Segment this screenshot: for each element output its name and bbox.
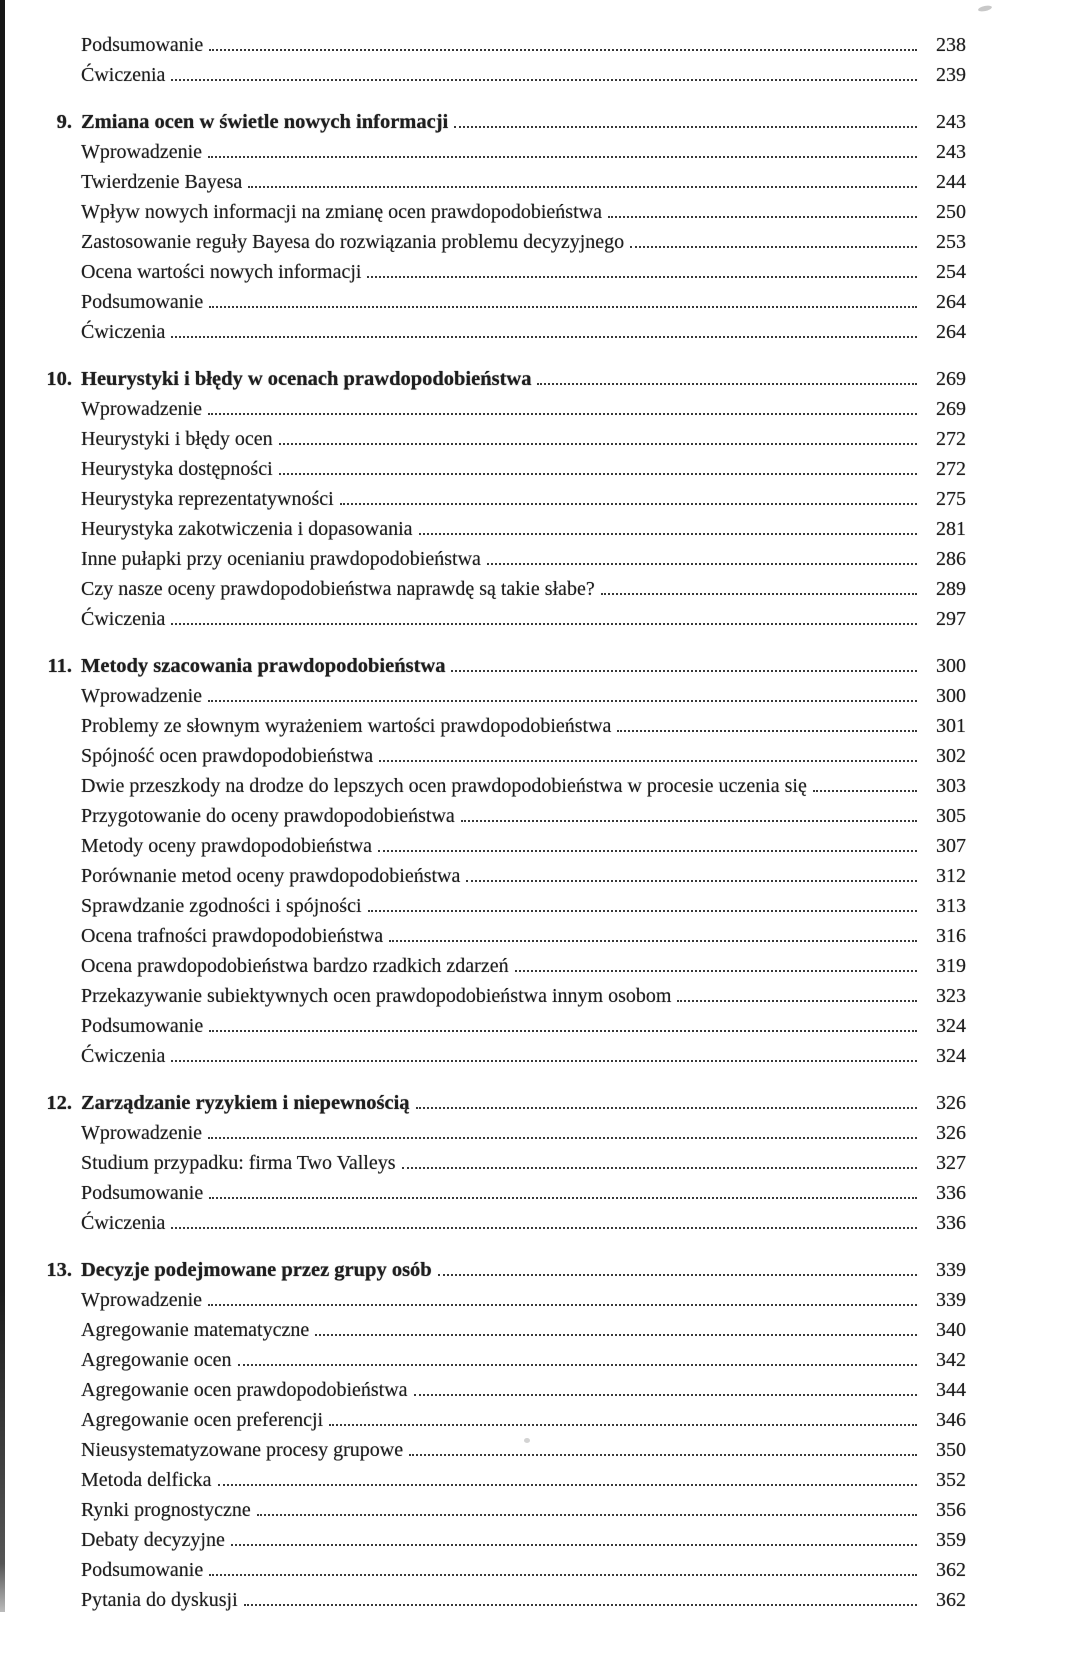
- entry-title: Heurystyka dostępności: [81, 458, 273, 480]
- entry-title: Zmiana ocen w świetle nowych informacji: [81, 111, 449, 133]
- dot-leader: [461, 816, 917, 822]
- chapter-number: 11.: [47, 655, 72, 677]
- entry-page: 244: [936, 171, 966, 193]
- entry-page: 305: [936, 805, 966, 827]
- toc-entry: [30, 891, 966, 921]
- dot-leader: [279, 439, 917, 445]
- toc-entry: [30, 861, 966, 891]
- toc-entry: [30, 1495, 966, 1525]
- toc-entry: [30, 651, 966, 681]
- entry-title: Czy nasze oceny prawdopodobieństwa naprawdę są takie słabe?: [81, 578, 595, 600]
- entry-page: 344: [936, 1379, 966, 1401]
- entry-title: Podsumowanie: [81, 291, 204, 313]
- toc-entry: [30, 1041, 966, 1071]
- dot-leader: [209, 1026, 917, 1032]
- entry-title: Agregowanie ocen: [81, 1349, 232, 1371]
- toc-entry: [30, 951, 966, 981]
- dot-leader: [402, 1163, 918, 1169]
- dot-leader: [238, 1360, 918, 1366]
- entry-title: Przygotowanie do oceny prawdopodobieństwa: [81, 805, 455, 827]
- dot-leader: [416, 1103, 917, 1109]
- entry-page: 327: [936, 1152, 966, 1174]
- entry-title: Ćwiczenia: [81, 1045, 166, 1067]
- toc-entry: [30, 1285, 966, 1315]
- dot-leader: [414, 1390, 917, 1396]
- entry-page: 336: [936, 1182, 966, 1204]
- entry-page: 339: [936, 1289, 966, 1311]
- entry-title: Ćwiczenia: [81, 64, 166, 86]
- dot-leader: [630, 242, 917, 248]
- entry-page: 269: [936, 368, 966, 390]
- dot-leader: [466, 876, 917, 882]
- toc-entry: [30, 981, 966, 1011]
- entry-page: 289: [936, 578, 966, 600]
- toc-entry: [30, 1178, 966, 1208]
- entry-title: Podsumowanie: [81, 1015, 204, 1037]
- entry-title: Zarządzanie ryzykiem i niepewnością: [81, 1092, 410, 1114]
- entry-page: 326: [936, 1092, 966, 1114]
- entry-title: Wprowadzenie: [81, 1289, 203, 1311]
- entry-page: 303: [936, 775, 966, 797]
- dot-leader: [279, 469, 917, 475]
- toc-entry: [30, 831, 966, 861]
- entry-title: Podsumowanie: [81, 1559, 204, 1581]
- entry-page: 254: [936, 261, 966, 283]
- toc-entry: [30, 30, 966, 60]
- entry-page: 319: [936, 955, 966, 977]
- entry-title: Inne pułapki przy ocenianiu prawdopodobieństwa: [81, 548, 481, 570]
- entry-page: 275: [936, 488, 966, 510]
- toc-entry: [30, 1375, 966, 1405]
- entry-title: Ćwiczenia: [81, 1212, 166, 1234]
- dot-leader: [231, 1540, 917, 1546]
- toc-entry: [30, 544, 966, 574]
- entry-page: 239: [936, 64, 966, 86]
- toc-entry: [30, 364, 966, 394]
- dot-leader: [677, 996, 917, 1002]
- scan-edge-artifact: [0, 0, 5, 1612]
- toc-entry: [30, 1011, 966, 1041]
- toc-entry: [30, 257, 966, 287]
- dot-leader: [379, 756, 917, 762]
- entry-page: 324: [936, 1045, 966, 1067]
- entry-title: Ocena trafności prawdopodobieństwa: [81, 925, 384, 947]
- dot-leader: [248, 182, 917, 188]
- toc-entry: [30, 711, 966, 741]
- toc-entry: [30, 107, 966, 137]
- entry-page: 264: [936, 291, 966, 313]
- toc-entry: [30, 1345, 966, 1375]
- entry-title: Nieusystematyzowane procesy grupowe: [81, 1439, 404, 1461]
- toc-entry: [30, 317, 966, 347]
- dot-leader: [515, 966, 917, 972]
- dot-leader: [209, 302, 917, 308]
- entry-page: 323: [936, 985, 966, 1007]
- toc-entry: [30, 1088, 966, 1118]
- entry-title: Studium przypadku: firma Two Valleys: [81, 1152, 396, 1174]
- entry-title: Twierdzenie Bayesa: [81, 171, 243, 193]
- entry-page: 281: [936, 518, 966, 540]
- toc-entry: [30, 1148, 966, 1178]
- entry-page: 346: [936, 1409, 966, 1431]
- dot-leader: [171, 332, 917, 338]
- toc-entry: [30, 1208, 966, 1238]
- dot-leader: [208, 696, 917, 702]
- toc-entry: [30, 1555, 966, 1585]
- entry-page: 272: [936, 428, 966, 450]
- dot-leader: [451, 666, 917, 672]
- entry-page: 312: [936, 865, 966, 887]
- dot-leader: [454, 122, 917, 128]
- entry-title: Podsumowanie: [81, 1182, 204, 1204]
- dot-leader: [209, 1193, 917, 1199]
- entry-page: 342: [936, 1349, 966, 1371]
- entry-page: 238: [936, 34, 966, 56]
- entry-title: Agregowanie ocen prawdopodobieństwa: [81, 1379, 408, 1401]
- dot-leader: [209, 1570, 917, 1576]
- entry-title: Heurystyka reprezentatywności: [81, 488, 334, 510]
- entry-title: Metoda delficka: [81, 1469, 212, 1491]
- entry-title: Pytania do dyskusji: [81, 1589, 238, 1611]
- entry-title: Problemy ze słownym wyrażeniem wartości prawdopodobieństwa: [81, 715, 612, 737]
- entry-page: 356: [936, 1499, 966, 1521]
- dot-leader: [208, 409, 917, 415]
- entry-page: 301: [936, 715, 966, 737]
- entry-title: Zastosowanie reguły Bayesa do rozwiązania problemu decyzyjnego: [81, 231, 625, 253]
- toc-entry: [30, 1118, 966, 1148]
- dot-leader: [340, 499, 917, 505]
- chapter-number: 12.: [46, 1092, 72, 1114]
- entry-page: 340: [936, 1319, 966, 1341]
- dot-leader: [617, 726, 917, 732]
- dot-leader: [438, 1270, 917, 1276]
- toc-entry: [30, 137, 966, 167]
- toc-entry: [30, 1465, 966, 1495]
- entry-page: 324: [936, 1015, 966, 1037]
- entry-title: Wprowadzenie: [81, 1122, 203, 1144]
- toc-entry: [30, 921, 966, 951]
- entry-title: Ćwiczenia: [81, 321, 166, 343]
- entry-page: 336: [936, 1212, 966, 1234]
- entry-title: Heurystyki i błędy w ocenach prawdopodobieństwa: [81, 368, 532, 390]
- toc-entry: [30, 1525, 966, 1555]
- toc-entry: [30, 771, 966, 801]
- dot-leader: [813, 786, 917, 792]
- entry-title: Rynki prognostyczne: [81, 1499, 251, 1521]
- toc-list: [30, 30, 966, 1615]
- dot-leader: [257, 1510, 917, 1516]
- toc-entry: [30, 1255, 966, 1285]
- entry-page: 339: [936, 1259, 966, 1281]
- entry-title: Sprawdzanie zgodności i spójności: [81, 895, 362, 917]
- entry-page: 362: [936, 1589, 966, 1611]
- entry-page: 264: [936, 321, 966, 343]
- entry-title: Porównanie metod oceny prawdopodobieństwa: [81, 865, 461, 887]
- dot-leader: [171, 619, 917, 625]
- scan-smudge: [978, 5, 993, 13]
- toc-entry: [30, 227, 966, 257]
- entry-page: 313: [936, 895, 966, 917]
- entry-page: 302: [936, 745, 966, 767]
- entry-title: Ocena prawdopodobieństwa bardzo rzadkich zdarzeń: [81, 955, 509, 977]
- chapter-number: 9.: [56, 111, 72, 133]
- toc-entry: [30, 60, 966, 90]
- entry-page: 359: [936, 1529, 966, 1551]
- entry-title: Spójność ocen prawdopodobieństwa: [81, 745, 374, 767]
- entry-title: Metody szacowania prawdopodobieństwa: [81, 655, 446, 677]
- entry-page: 243: [936, 111, 966, 133]
- entry-title: Wpływ nowych informacji na zmianę ocen prawdopodobieństwa: [81, 201, 602, 223]
- entry-title: Ćwiczenia: [81, 608, 166, 630]
- dot-leader: [315, 1330, 917, 1336]
- entry-title: Heurystyka zakotwiczenia i dopasowania: [81, 518, 413, 540]
- dot-leader: [537, 379, 917, 385]
- entry-page: 272: [936, 458, 966, 480]
- entry-page: 350: [936, 1439, 966, 1461]
- entry-page: 352: [936, 1469, 966, 1491]
- toc-entry: [30, 424, 966, 454]
- dot-leader: [608, 212, 917, 218]
- entry-page: 286: [936, 548, 966, 570]
- dot-leader: [389, 936, 917, 942]
- toc-entry: [30, 604, 966, 634]
- entry-title: Ocena wartości nowych informacji: [81, 261, 362, 283]
- dot-leader: [419, 529, 917, 535]
- toc-entry: [30, 1585, 966, 1615]
- entry-title: Wprowadzenie: [81, 685, 203, 707]
- entry-title: Przekazywanie subiektywnych ocen prawdopodobieństwa innym osobom: [81, 985, 672, 1007]
- toc-entry: [30, 454, 966, 484]
- chapter-number: 13.: [46, 1259, 72, 1281]
- dot-leader: [171, 1223, 917, 1229]
- entry-page: 297: [936, 608, 966, 630]
- entry-page: 326: [936, 1122, 966, 1144]
- dot-leader: [368, 906, 918, 912]
- entry-title: Podsumowanie: [81, 34, 204, 56]
- dot-leader: [171, 1056, 917, 1062]
- entry-page: 316: [936, 925, 966, 947]
- dot-leader: [244, 1600, 917, 1606]
- dot-leader: [208, 1300, 917, 1306]
- dot-leader: [487, 559, 917, 565]
- entry-page: 253: [936, 231, 966, 253]
- entry-title: Decyzje podejmowane przez grupy osób: [81, 1259, 432, 1281]
- toc-entry: [30, 514, 966, 544]
- entry-title: Agregowanie ocen preferencji: [81, 1409, 324, 1431]
- entry-page: 362: [936, 1559, 966, 1581]
- toc-entry: [30, 801, 966, 831]
- dot-leader: [171, 75, 917, 81]
- entry-page: 243: [936, 141, 966, 163]
- entry-page: 300: [936, 655, 966, 677]
- dot-leader: [329, 1420, 917, 1426]
- entry-title: Agregowanie matematyczne: [81, 1319, 310, 1341]
- entry-page: 300: [936, 685, 966, 707]
- dot-leader: [208, 1133, 917, 1139]
- toc-entry: [30, 1315, 966, 1345]
- dot-leader: [409, 1450, 917, 1456]
- toc-entry: [30, 167, 966, 197]
- chapter-number: 10.: [46, 368, 72, 390]
- entry-page: 269: [936, 398, 966, 420]
- entry-title: Wprowadzenie: [81, 398, 203, 420]
- toc-entry: [30, 1435, 966, 1465]
- entry-title: Dwie przeszkody na drodze do lepszych ocen prawdopodobieństwa w procesie uczenia się: [81, 775, 807, 797]
- dot-leader: [208, 152, 917, 158]
- dot-leader: [209, 45, 917, 51]
- dot-leader: [367, 272, 917, 278]
- toc-entry: [30, 681, 966, 711]
- entry-title: Wprowadzenie: [81, 141, 203, 163]
- dot-leader: [601, 589, 917, 595]
- toc-entry: [30, 484, 966, 514]
- toc-entry: [30, 287, 966, 317]
- toc-entry: [30, 394, 966, 424]
- toc-entry: [30, 1405, 966, 1435]
- entry-page: 250: [936, 201, 966, 223]
- entry-page: 307: [936, 835, 966, 857]
- toc-entry: [30, 197, 966, 227]
- entry-title: Heurystyki i błędy ocen: [81, 428, 273, 450]
- toc-entry: [30, 741, 966, 771]
- entry-title: Debaty decyzyjne: [81, 1529, 225, 1551]
- entry-title: Metody oceny prawdopodobieństwa: [81, 835, 373, 857]
- toc-entry: [30, 574, 966, 604]
- dot-leader: [218, 1480, 918, 1486]
- dot-leader: [378, 846, 917, 852]
